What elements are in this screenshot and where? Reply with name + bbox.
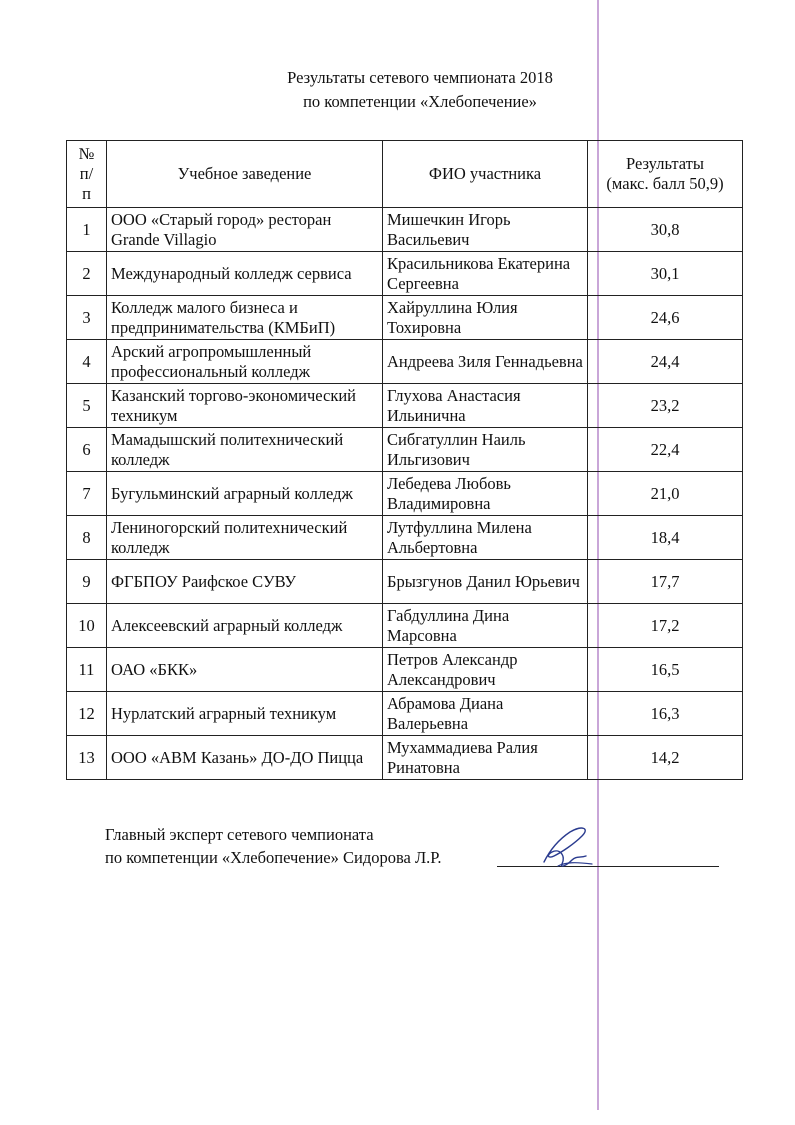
header-participant: ФИО участника <box>383 141 588 208</box>
signature-line <box>497 866 719 867</box>
header-results: Результаты (макс. балл 50,9) <box>588 141 743 208</box>
table-row <box>67 384 743 428</box>
table-row <box>67 736 743 780</box>
score-cell: 17,2 <box>588 604 743 648</box>
score-cell: 22,4 <box>588 428 743 472</box>
row-number: 7 <box>67 472 107 516</box>
signature-block <box>105 823 442 869</box>
score-cell: 24,6 <box>588 296 743 340</box>
institution-cell: Арский агропромышленный профессиональный колледж <box>107 340 383 384</box>
row-number: 10 <box>67 604 107 648</box>
row-number: 12 <box>67 692 107 736</box>
score-cell: 14,2 <box>588 736 743 780</box>
score-cell: 18,4 <box>588 516 743 560</box>
table-body <box>67 208 743 780</box>
score-cell: 16,3 <box>588 692 743 736</box>
table-header-row <box>67 141 743 208</box>
table-row <box>67 692 743 736</box>
participant-cell: Петров Александр Александрович <box>383 648 588 692</box>
table-row <box>67 208 743 252</box>
participant-cell: Андреева Зиля Геннадьевна <box>383 340 588 384</box>
score-cell: 30,8 <box>588 208 743 252</box>
participant-cell: Глухова Анастасия Ильинична <box>383 384 588 428</box>
participant-cell: Хайруллина Юлия Тохировна <box>383 296 588 340</box>
table-row <box>67 472 743 516</box>
institution-cell: Мамадышский политехнический колледж <box>107 428 383 472</box>
table-row <box>67 604 743 648</box>
institution-cell: Международный колледж сервиса <box>107 252 383 296</box>
row-number: 3 <box>67 296 107 340</box>
score-cell: 16,5 <box>588 648 743 692</box>
row-number: 5 <box>67 384 107 428</box>
institution-cell: ООО «АВМ Казань» ДО-ДО Пицца <box>107 736 383 780</box>
institution-cell: Нурлатский аграрный техникум <box>107 692 383 736</box>
participant-cell: Лебедева Любовь Владимировна <box>383 472 588 516</box>
institution-cell: Алексеевский аграрный колледж <box>107 604 383 648</box>
title-line-2: по компетенции «Хлебопечение» <box>303 92 537 111</box>
score-cell: 23,2 <box>588 384 743 428</box>
institution-cell: ФГБПОУ Раифское СУВУ <box>107 560 383 604</box>
institution-cell: Бугульминский аграрный колледж <box>107 472 383 516</box>
participant-cell: Абрамова Диана Валерьевна <box>383 692 588 736</box>
row-number: 6 <box>67 428 107 472</box>
table-row <box>67 428 743 472</box>
score-cell: 17,7 <box>588 560 743 604</box>
institution-cell: Казанский торгово-экономический техникум <box>107 384 383 428</box>
table-row <box>67 516 743 560</box>
institution-cell: ООО «Старый город» ресторан Grande Villagio <box>107 208 383 252</box>
header-institution: Учебное заведение <box>107 141 383 208</box>
header-number: № п/ п <box>67 141 107 208</box>
document-title <box>120 66 720 114</box>
score-cell: 30,1 <box>588 252 743 296</box>
participant-cell: Брызгунов Данил Юрьевич <box>383 560 588 604</box>
participant-cell: Сибгатуллин Наиль Ильгизович <box>383 428 588 472</box>
title-line-1: Результаты сетевого чемпионата 2018 <box>287 68 553 87</box>
results-table <box>66 140 743 780</box>
institution-cell: ОАО «БКК» <box>107 648 383 692</box>
table-row <box>67 560 743 604</box>
row-number: 11 <box>67 648 107 692</box>
institution-cell: Лениногорский политехнический колледж <box>107 516 383 560</box>
table-row <box>67 296 743 340</box>
participant-cell: Красильникова Екатерина Сергеевна <box>383 252 588 296</box>
participant-cell: Мишечкин Игорь Васильевич <box>383 208 588 252</box>
row-number: 1 <box>67 208 107 252</box>
row-number: 8 <box>67 516 107 560</box>
score-cell: 21,0 <box>588 472 743 516</box>
row-number: 2 <box>67 252 107 296</box>
table-row <box>67 252 743 296</box>
row-number: 9 <box>67 560 107 604</box>
score-cell: 24,4 <box>588 340 743 384</box>
institution-cell: Колледж малого бизнеса и предпринимательства (КМБиП) <box>107 296 383 340</box>
row-number: 4 <box>67 340 107 384</box>
participant-cell: Габдуллина Дина Марсовна <box>383 604 588 648</box>
participant-cell: Мухаммадиева Ралия Ринатовна <box>383 736 588 780</box>
footer-line-2: по компетенции «Хлебопечение» Сидорова Л.Р. <box>105 848 442 867</box>
footer-line-1: Главный эксперт сетевого чемпионата <box>105 825 374 844</box>
table-row <box>67 648 743 692</box>
signature-image <box>536 822 596 872</box>
row-number: 13 <box>67 736 107 780</box>
table-row <box>67 340 743 384</box>
participant-cell: Лутфуллина Милена Альбертовна <box>383 516 588 560</box>
